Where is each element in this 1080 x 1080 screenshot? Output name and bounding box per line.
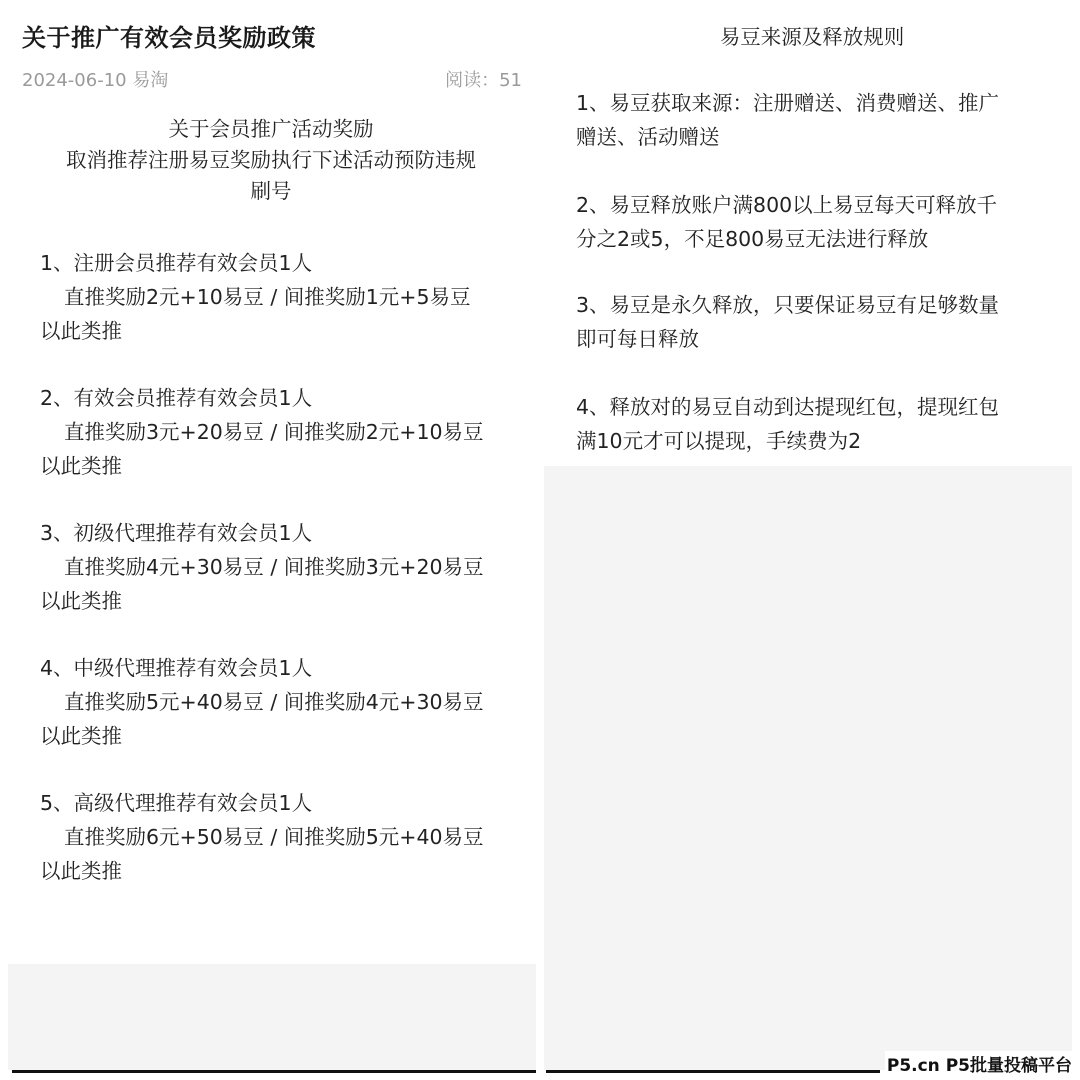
reward-rule-2 — [40, 381, 520, 483]
rule-note: 以此类推 — [40, 589, 122, 613]
release-rule-2 — [576, 188, 1056, 256]
rule-note: 以此类推 — [40, 859, 122, 883]
rule-detail: 直推奖励6元+50易豆 / 间推奖励5元+40易豆 — [64, 825, 484, 849]
rule-detail: 直推奖励4元+30易豆 / 间推奖励3元+20易豆 — [64, 555, 484, 579]
blank-lower-area — [544, 466, 1072, 1070]
blank-footer-area — [8, 964, 536, 1070]
reward-rule-3 — [40, 516, 520, 618]
intro-line: 刷号 — [250, 179, 292, 203]
read-count: 阅读：51 — [445, 70, 522, 91]
rule-note: 以此类推 — [40, 724, 122, 748]
rule-line: 分之2或5，不足800易豆无法进行释放 — [576, 227, 929, 251]
rule-heading: 1、注册会员推荐有效会员1人 — [40, 251, 313, 275]
release-rule-4 — [576, 390, 1056, 458]
rule-note: 以此类推 — [40, 319, 122, 343]
bottom-border-right — [546, 1070, 880, 1073]
reward-rule-5 — [40, 786, 520, 888]
bottom-border-left — [12, 1070, 536, 1073]
intro-line: 取消推荐注册易豆奖励执行下述活动预防违规 — [66, 148, 476, 172]
watermark-text: P5.cn P5批量投稿平台 — [885, 1051, 1074, 1076]
rule-heading: 3、初级代理推荐有效会员1人 — [40, 521, 313, 545]
rule-detail: 直推奖励3元+20易豆 / 间推奖励2元+10易豆 — [64, 420, 484, 444]
intro-line: 关于会员推广活动奖励 — [168, 117, 374, 141]
article-date-source: 2024-06-10 易淘 — [22, 70, 169, 91]
intro-block — [30, 114, 512, 207]
rule-line: 4、释放对的易豆自动到达提现红包，提现红包 — [576, 395, 1000, 419]
release-rule-3 — [576, 288, 1056, 356]
rule-detail: 直推奖励5元+40易豆 / 间推奖励4元+30易豆 — [64, 690, 484, 714]
reward-rule-4 — [40, 651, 520, 753]
rule-line: 1、易豆获取来源：注册赠送、消费赠送、推广 — [576, 91, 1000, 115]
rule-heading: 2、有效会员推荐有效会员1人 — [40, 386, 313, 410]
rule-heading: 4、中级代理推荐有效会员1人 — [40, 656, 313, 680]
rule-line: 即可每日释放 — [576, 327, 699, 351]
left-article-panel — [0, 0, 538, 1070]
rule-heading: 5、高级代理推荐有效会员1人 — [40, 791, 313, 815]
article-title: 关于推广有效会员奖励政策 — [22, 24, 316, 52]
rule-note: 以此类推 — [40, 454, 122, 478]
release-rule-1 — [576, 86, 1056, 154]
right-rules-panel — [544, 0, 1080, 1070]
rule-line: 3、易豆是永久释放，只要保证易豆有足够数量 — [576, 293, 1000, 317]
rule-line: 满10元才可以提现，手续费为2 — [576, 429, 862, 453]
rules-title: 易豆来源及释放规则 — [719, 25, 905, 49]
rule-detail: 直推奖励2元+10易豆 / 间推奖励1元+5易豆 — [64, 285, 471, 309]
rule-line: 2、易豆释放账户满800以上易豆每天可释放千 — [576, 193, 998, 217]
rule-line: 赠送、活动赠送 — [576, 125, 720, 149]
reward-rule-1 — [40, 246, 520, 348]
